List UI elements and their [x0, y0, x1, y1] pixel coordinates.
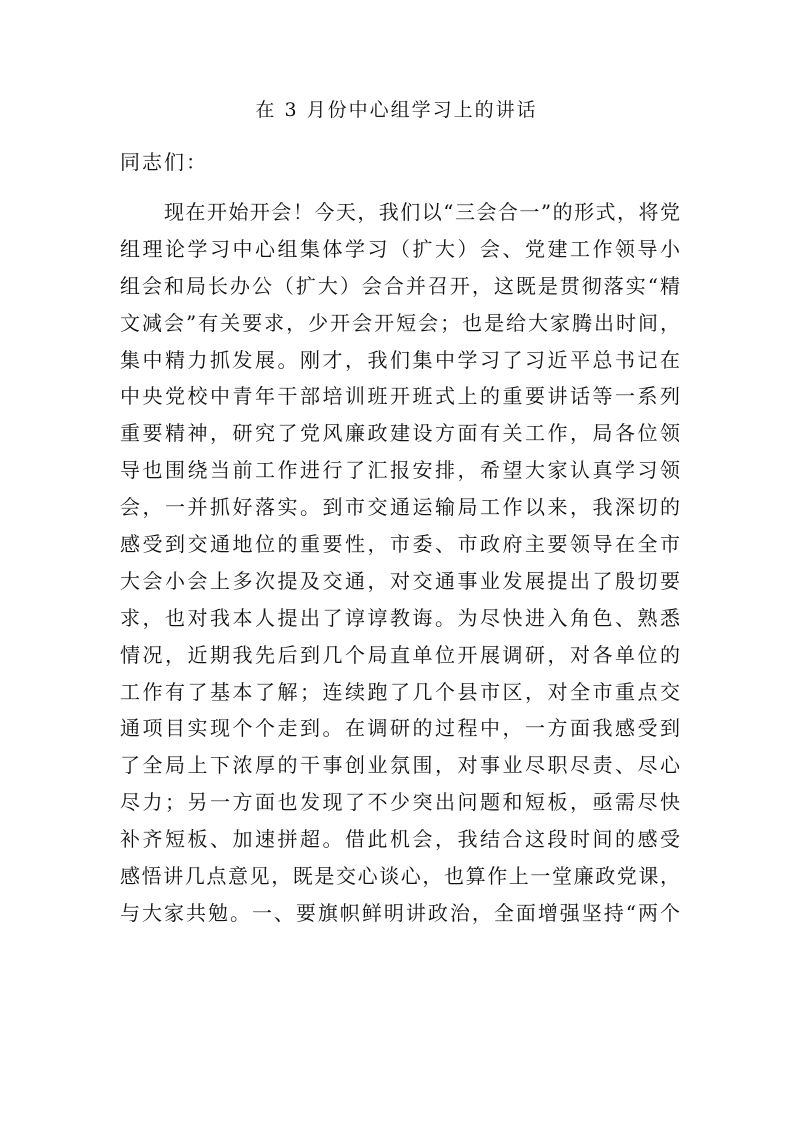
speech-body-paragraph: [120, 194, 680, 932]
body-text-line: 补齐短板、加速拼超。借此机会，我结合这段时间的感受: [120, 827, 680, 852]
body-text-line: 求，也对我本人提出了谆谆教诲。为尽快进入角色、熟悉: [120, 605, 680, 630]
body-text-line: 感受到交通地位的重要性，市委、市政府主要领导在全市: [120, 532, 680, 557]
body-text-line: 组理论学习中心组集体学习（扩大）会、党建工作领导小: [120, 236, 680, 261]
body-text-line: 集中精力抓发展。刚才，我们集中学习了习近平总书记在: [120, 347, 680, 372]
body-text-line: 感悟讲几点意见，既是交心谈心，也算作上一堂廉政党课，: [120, 864, 680, 889]
salutation: 同志们：: [120, 150, 208, 174]
body-text-line: 导也围绕当前工作进行了汇报安排，希望大家认真学习领: [120, 458, 680, 483]
body-text-line: 现在开始开会！今天，我们以“三会合一”的形式，将党: [164, 200, 680, 224]
body-text-line: 组会和局长办公（扩大）会合并召开，这既是贯彻落实“精: [120, 273, 680, 298]
body-text-line: 尽力；另一方面也发现了不少突出问题和短板，亟需尽快: [120, 790, 680, 815]
body-text-line: 了全局上下浓厚的干事创业氛围，对事业尽职尽责、尽心: [120, 753, 680, 778]
body-text-line: 工作有了基本了解；连续跑了几个县市区，对全市重点交: [120, 679, 680, 704]
body-text-line: 与大家共勉。一、要旗帜鲜明讲政治，全面增强坚持“两个: [120, 900, 680, 925]
body-text-line: 大会小会上多次提及交通，对交通事业发展提出了殷切要: [120, 568, 680, 593]
speech-title: 在 3 月份中心组学习上的讲话: [255, 99, 538, 121]
body-text-line: 情况，近期我先后到几个局直单位开展调研，对各单位的: [120, 642, 680, 667]
body-text-line: 中央党校中青年干部培训班开班式上的重要讲话等一系列: [120, 384, 680, 409]
body-text-line: 重要精神，研究了党风廉政建设方面有关工作，局各位领: [120, 421, 680, 446]
body-text-line: 文减会”有关要求，少开会开短会；也是给大家腾出时间，: [120, 310, 680, 335]
body-text-line: 通项目实现个个走到。在调研的过程中，一方面我感受到: [120, 716, 680, 741]
body-text-line: 会，一并抓好落实。到市交通运输局工作以来，我深切的: [120, 495, 680, 520]
